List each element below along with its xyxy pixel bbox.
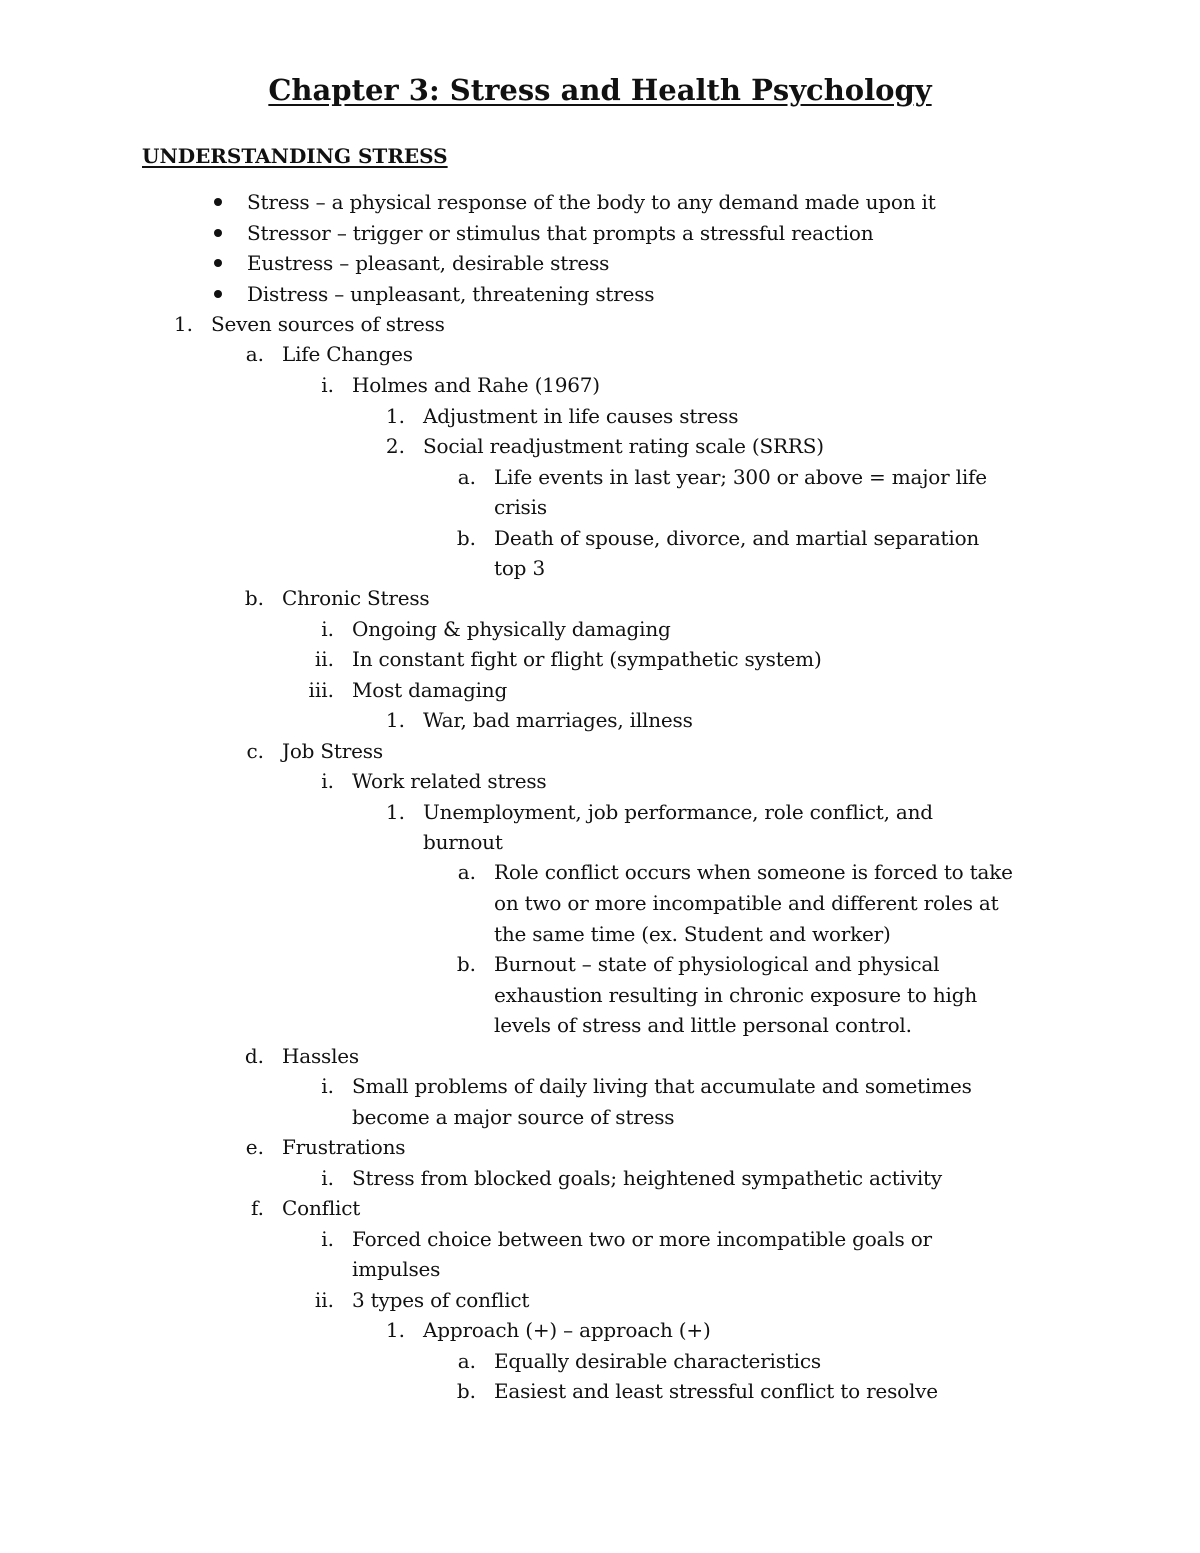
list-item: Life Changes — [282, 342, 413, 366]
list-item-continuation: burnout — [423, 830, 503, 854]
list-item: Work related stress — [352, 769, 547, 793]
bullet-dot-icon — [214, 290, 222, 298]
list-marker: c. — [246, 739, 264, 763]
bullet-item: Stressor – trigger or stimulus that prompts a stressful reaction — [247, 221, 874, 245]
list-marker: i. — [321, 1227, 334, 1251]
bullet-item: Stress – a physical response of the body to any demand made upon it — [247, 190, 936, 214]
list-marker: a. — [245, 342, 264, 366]
list-marker: ii. — [314, 647, 334, 671]
list-marker: 1. — [385, 1318, 405, 1342]
list-marker: a. — [457, 1349, 476, 1373]
bullet-dot-icon — [214, 198, 222, 206]
list-item-continuation: levels of stress and little personal control. — [494, 1013, 912, 1037]
list-item: Life events in last year; 300 or above = major life — [494, 465, 987, 489]
list-marker: i. — [321, 769, 334, 793]
list-item: Chronic Stress — [282, 586, 430, 610]
list-item: Approach (+) – approach (+) — [423, 1318, 711, 1342]
list-item: Conflict — [282, 1196, 361, 1220]
list-item: Small problems of daily living that accumulate and sometimes — [352, 1074, 972, 1098]
bullet-item: Eustress – pleasant, desirable stress — [247, 251, 610, 275]
list-item-continuation: crisis — [494, 495, 547, 519]
list-marker: f. — [250, 1196, 264, 1220]
bullet-dot-icon — [214, 259, 222, 267]
list-item: Hassles — [282, 1044, 359, 1068]
list-item: Job Stress — [282, 739, 383, 763]
list-item-continuation: top 3 — [494, 556, 545, 580]
list-marker: d. — [244, 1044, 264, 1068]
bullet-dot-icon — [214, 229, 222, 237]
list-marker: 1. — [385, 708, 405, 732]
list-marker: i. — [321, 1166, 334, 1190]
list-item: Forced choice between two or more incompatible goals or — [352, 1227, 932, 1251]
list-marker: ii. — [314, 1288, 334, 1312]
list-item: Frustrations — [282, 1135, 406, 1159]
list-marker: b. — [456, 952, 476, 976]
list-item: Role conflict occurs when someone is forced to take — [494, 860, 1013, 884]
list-item: Stress from blocked goals; heightened sympathetic activity — [352, 1166, 942, 1190]
list-item: Burnout – state of physiological and physical — [494, 952, 940, 976]
list-item: Death of spouse, divorce, and martial separation — [494, 526, 980, 550]
list-item-continuation: on two or more incompatible and different roles at — [494, 891, 999, 915]
list-marker: b. — [456, 526, 476, 550]
list-item: Seven sources of stress — [211, 312, 445, 336]
list-marker: 1. — [385, 800, 405, 824]
list-marker: 2. — [385, 434, 405, 458]
list-marker: b. — [456, 1379, 476, 1403]
list-item: In constant fight or flight (sympathetic system) — [352, 647, 822, 671]
list-marker: e. — [245, 1135, 264, 1159]
list-marker: 1. — [173, 312, 193, 336]
section-heading: UNDERSTANDING STRESS — [142, 144, 448, 168]
list-item: Adjustment in life causes stress — [423, 404, 739, 428]
bullet-item: Distress – unpleasant, threatening stress — [247, 282, 655, 306]
list-item: Easiest and least stressful conflict to resolve — [494, 1379, 938, 1403]
list-marker: i. — [321, 373, 334, 397]
page-title: Chapter 3: Stress and Health Psychology — [268, 73, 932, 107]
list-item: 3 types of conflict — [352, 1288, 530, 1312]
list-marker: iii. — [308, 678, 334, 702]
list-item-continuation: the same time (ex. Student and worker) — [494, 922, 891, 946]
list-marker: i. — [321, 617, 334, 641]
list-item-continuation: exhaustion resulting in chronic exposure to high — [494, 983, 977, 1007]
list-item-continuation: become a major source of stress — [352, 1105, 675, 1129]
list-item-continuation: impulses — [352, 1257, 441, 1281]
list-item: Ongoing & physically damaging — [352, 617, 671, 641]
list-item: Social readjustment rating scale (SRRS) — [423, 434, 824, 458]
list-item: Holmes and Rahe (1967) — [352, 373, 600, 397]
list-marker: b. — [244, 586, 264, 610]
list-marker: i. — [321, 1074, 334, 1098]
list-marker: a. — [457, 465, 476, 489]
list-item: Most damaging — [352, 678, 508, 702]
list-item: Equally desirable characteristics — [494, 1349, 821, 1373]
list-item: War, bad marriages, illness — [423, 708, 693, 732]
list-marker: a. — [457, 860, 476, 884]
list-item: Unemployment, job performance, role conflict, and — [423, 800, 933, 824]
list-marker: 1. — [385, 404, 405, 428]
